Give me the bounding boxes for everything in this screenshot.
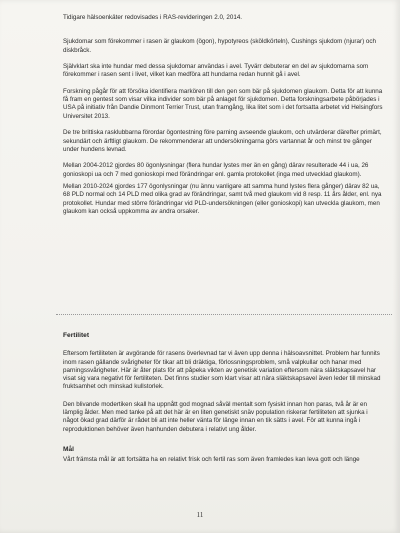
fertility-heading: Fertilitet xyxy=(63,332,90,339)
goal-text: Vårt främsta mål är att fortsätta ha en relativt frisk och fertil ras som även framledes kan leva gott och länge xyxy=(63,456,360,464)
page-number: 11 xyxy=(196,511,204,519)
research-paragraph: Forskning pågår för att försöka identifiera markören till den gen som bär på sjukdomen glaukom. Detta för att kunna få fram en gentest som visar vilka individer som bär på anlaget för sjukdomen. Detta forskningsarbete påbörjades i USA på initiativ från Dandie Dinmont Terrier Trust, utan framgång, lika litet som i det fortsatta arbetet vid Helsingfors Universitet 2013. xyxy=(63,87,383,120)
fertility-section xyxy=(63,332,385,465)
section-divider xyxy=(56,314,392,315)
goal-heading: Mål xyxy=(63,445,74,453)
breeding-paragraph: Självklart ska inte hundar med dessa sjukdomar användas i avel. Tyvärr debuterar en del av sjukdomarna som förekommer i rasen sent i livet, vilket kan medföra att hundarna redan hunnit gå i avel. xyxy=(63,63,369,79)
health-section xyxy=(63,14,385,224)
fertility-paragraph-1: Eftersom fertiliteten är avgörande för rasens överlevnad tar vi även upp denna i hälsoavsnittet. Problem har funnits inom rasen gällande svårigheter för tikar att bli dräktiga, förlossningsproblem, små valpkullar och hanar med parningssvårigheter. Här är åter plats för att påpeka vikten av genetisk variation eftersom nära släktskapsavel har visat sig vara negativt för fertiliteten. Det finns studier som klart visar att nära släktskapsavel även leder till minskad fruktsamhet och minskad kullstorlek. xyxy=(63,350,381,391)
eye-exams-2004-2012-paragraph: Mellan 2004-2012 gjordes 80 ögonlysningar (flera hundar lystes mer än en gång) därav resulterade 44 i ua, 26 gonioskopi ua och 7 med gonioskopi med förändringar enl. gamla protokollet (inga med utvecklad glaukom). xyxy=(63,162,369,178)
eye-exams-2010-2024-paragraph: Mellan 2010-2024 gjordes 177 ögonlysningar (nu ännu vanligare att samma hund lystes flera gånger) därav 82 ua, 68 PLD normal och 14 PLD med olika grad av förändringar, samt två med glaukom vid 8 resp. 11 års ålder, enl. nya protokollet. Hundar med större förändringar vid PLD-undersökningen (eller gonioskopi) kan utveckla glaukom, men glaukom kan också uppkomma av andra orsaker. xyxy=(63,182,382,215)
intro-paragraph: Tidigare hälsoenkäter redovisades i RAS-revideringen 2.0, 2014. xyxy=(63,14,243,21)
fertility-paragraph-2: Den blivande modertiken skall ha uppnått god mognad såväl mentalt som fysiskt innan hon paras, två år är en lämplig ålder. Men med tanke på att det här är en liten genetiskt snäv population riskerar fertiliteten att sjunka i något ökad grad därför är rådet bli att inte heller vänta för länge innan en tik sätts i avel. För att kunna ingå i reproduktionen behöver även hanhunden debutera i relativt ung ålder. xyxy=(63,400,368,433)
british-clubs-paragraph: De tre brittiska rasklubbarna förordar ögontestning före parning avseende glaukom, och utvärderar därefter primärt, sekundärt och ärftligt glaukom. De rekommenderar att undersökningarna görs vartannat år och minst tre gånger under hundens levnad. xyxy=(63,129,382,153)
diseases-paragraph: Sjukdomar som förekommer i rasen är glaukom (ögon), hypotyreos (sköldkörteln), Cushings sjukdom (njurar) och diskbråck. xyxy=(63,38,376,54)
